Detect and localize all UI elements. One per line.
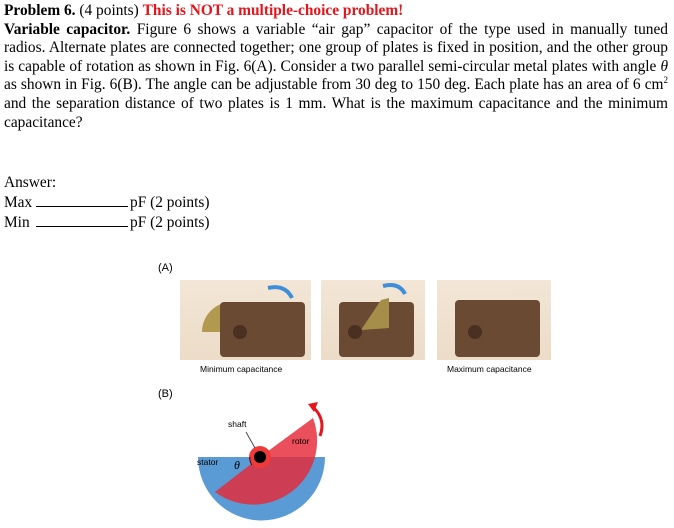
problem-points: (4 points) — [75, 2, 143, 19]
figure-b-label: (B) — [158, 388, 173, 400]
problem-text — [4, 2, 668, 132]
rotation-arrow-icon — [383, 285, 405, 294]
max-unit: pF (2 points) — [130, 194, 210, 211]
min-answer-blank[interactable] — [36, 214, 128, 227]
capacitor-photo-1 — [180, 280, 311, 360]
max-label: Max — [4, 194, 33, 211]
photo-minimum-capacitance — [180, 280, 311, 360]
superscript: 2 — [663, 75, 668, 86]
theta-symbol: θ — [660, 57, 668, 75]
photo-intermediate — [321, 280, 425, 360]
body-text-3: and the separation distance of two plates is 1 mm. What is the maximum capacitance and the minimum capacitance? — [4, 94, 668, 131]
answer-max-row — [4, 194, 210, 212]
max-answer-blank[interactable] — [36, 194, 128, 207]
shaft-icon — [254, 451, 266, 463]
answer-heading: Answer: — [4, 174, 57, 191]
rotation-arrow-icon — [268, 287, 292, 298]
figure-a-label: (A) — [158, 262, 173, 274]
rotor-label: rotor — [292, 436, 310, 446]
min-label: Min — [4, 214, 30, 231]
shaft-label: shaft — [228, 419, 247, 429]
caption-minimum: Minimum capacitance — [200, 364, 283, 374]
problem-number: Problem 6. — [4, 2, 76, 19]
theta-label: θ — [234, 458, 240, 472]
capacitor-photo-3 — [437, 280, 551, 360]
photo-maximum-capacitance — [437, 280, 551, 360]
stator-label: stator — [197, 457, 219, 467]
body-text-1: Figure 6 shows a variable “air gap” capacitor of the type used in manually tuned radios. Alternate plates are connected together; one group of plates is fixed in position, and the other group is capable of rotation as shown in Fig. 6(A). Consider a two parallel semi-circular metal plates with angle — [4, 20, 669, 75]
answer-min-row — [4, 214, 210, 232]
min-unit: pF (2 points) — [130, 214, 210, 231]
problem-title: Variable capacitor. — [4, 20, 131, 38]
body-text-2: as shown in Fig. 6(B). The angle can be adjustable from 30 deg to 150 deg. Each plate has an area of 6 cm — [4, 76, 664, 94]
caption-maximum: Maximum capacitance — [447, 364, 532, 374]
problem-warning: This is NOT a multiple-choice problem! — [142, 2, 404, 19]
capacitor-photo-2 — [321, 280, 425, 360]
